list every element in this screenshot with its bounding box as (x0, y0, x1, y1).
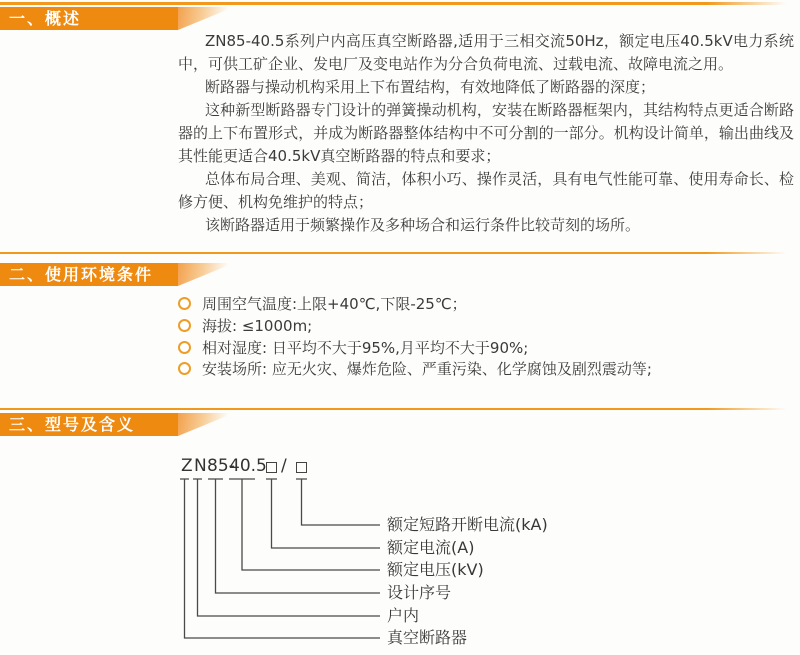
model-placeholder-box (296, 462, 307, 473)
diagram-label: 设计序号 (387, 583, 452, 602)
list-item (178, 293, 798, 315)
section-title-model: 三、型号及含义 (9, 415, 136, 434)
model-placeholder-box (266, 462, 277, 473)
section-divider-2 (0, 252, 786, 254)
overview-paragraph: 断路器与操动机构采用上下布置结构，有效地降低了断路器的深度； (205, 78, 656, 96)
overview-paragraph: ZN85-40.5系列户内高压真空断路器,适用于三相交流50Hz，额定电压40.5kV电力系统中，可供工矿企业、发电厂及变电站作为分合负荷电流、过载电流、故障电流之用。 (178, 32, 794, 73)
list-item (178, 336, 798, 358)
diagram-label: 额定电流(A) (387, 538, 475, 557)
model-code-part: 40.5 (229, 456, 267, 476)
banner-wedge-decoration (178, 7, 234, 30)
section-header-environment (0, 263, 178, 286)
list-item (178, 315, 798, 337)
env-item-label: 安装场所: 应无火灾、爆炸危险、严重污染、化学腐蚀及剧烈震动等; (202, 360, 652, 379)
overview-paragraph: 总体布局合理、美观、简洁，体积小巧、操作灵活，具有电气性能可靠、使用寿命长、检修方便、机构免维护的特点； (178, 170, 794, 211)
section-header-overview (0, 7, 178, 30)
circle-bullet-icon (178, 362, 191, 375)
model-code-part: / (281, 456, 287, 476)
banner-wedge-decoration (178, 263, 234, 286)
environment-conditions-list (178, 293, 798, 380)
list-item (178, 358, 798, 380)
model-code-part: Z (181, 456, 193, 476)
circle-bullet-icon (178, 297, 191, 310)
section-divider-1 (0, 2, 786, 5)
overview-body (178, 30, 794, 237)
section-title-environment: 二、使用环境条件 (9, 265, 154, 284)
diagram-label: 户内 (387, 606, 420, 625)
diagram-label: 真空断路器 (387, 628, 468, 647)
circle-bullet-icon (178, 319, 191, 332)
banner-wedge-decoration (178, 413, 234, 436)
section-title-overview: 一、概述 (9, 9, 82, 28)
diagram-label: 额定短路开断电流(kA) (387, 515, 548, 534)
diagram-label: 额定电压(kV) (387, 560, 484, 579)
circle-bullet-icon (178, 341, 191, 354)
env-item-label: 海拔: ≤1000m; (202, 317, 313, 336)
section-divider-3 (0, 408, 786, 410)
overview-paragraph: 该断路器适用于频繁操作及多种场合和运行条件比较苛刻的场所。 (205, 216, 641, 234)
model-code-part: 85- (207, 456, 235, 476)
env-item-label: 周围空气温度:上限+40℃,下限-25℃； (202, 295, 467, 314)
section-header-model (0, 413, 178, 436)
overview-paragraph: 这种新型断路器专门设计的弹簧操动机构，安装在断路器框架内，其结构特点更适合断路器的上下布置形式，并成为断路器整体结构中不可分割的一部分。机构设计简单，输出曲线及其性能更适合40.5kV真空断路器的特点和要求； (178, 101, 794, 165)
env-item-label: 相对湿度: 日平均不大于95%,月平均不大于90%; (202, 338, 529, 357)
model-code-part: N (194, 456, 207, 476)
